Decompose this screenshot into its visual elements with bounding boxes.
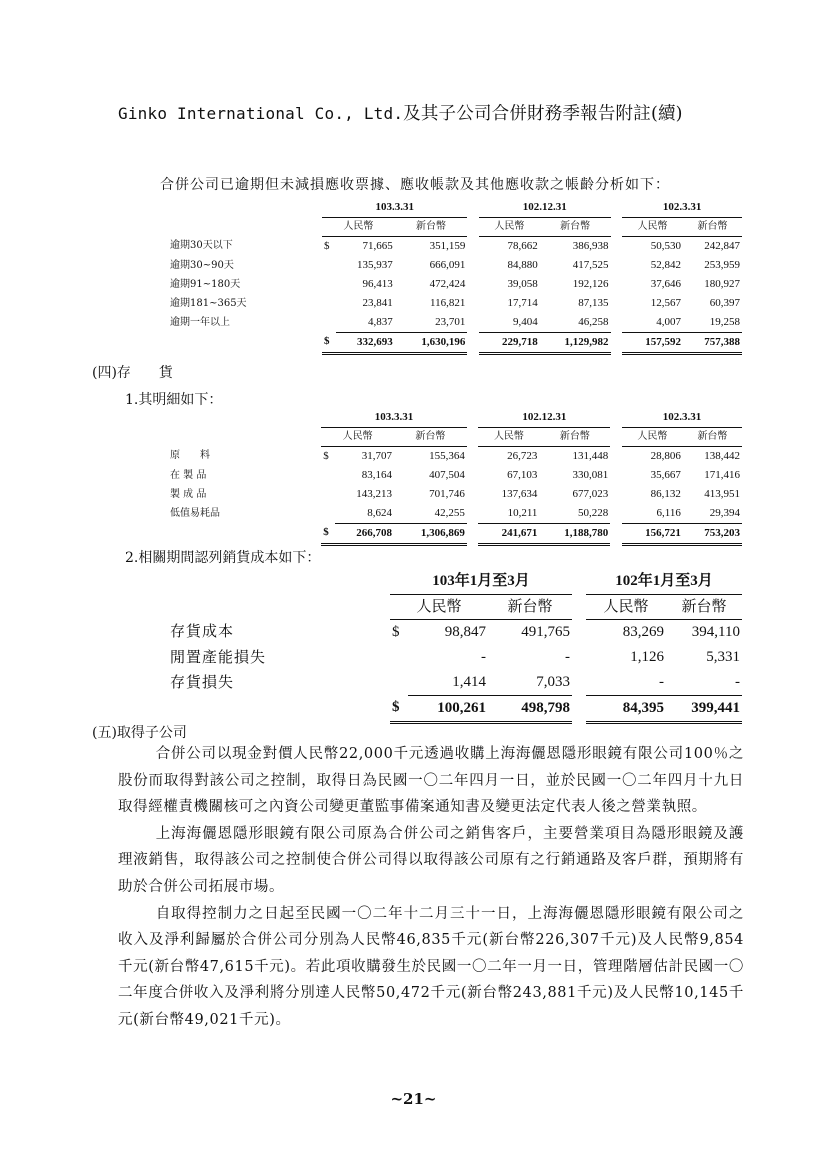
- cost-currency: 新台幣: [666, 594, 742, 619]
- aging-intro: 合併公司已逾期但未減損應收票據、應收帳款及其他應收款之帳齡分析如下：: [160, 177, 670, 193]
- table-row: 逾期181~365天 23,841 116,821 17,714 87,135 12,567 60,397: [170, 296, 740, 309]
- cost-table: [168, 569, 742, 724]
- paragraph: 上海海儷恩隱形眼鏡有限公司原為合併公司之銷售客戶，主要營業項目為隱形眼鏡及護理液銷售，取得該公司之控制使合併公司得以取得該公司原有之行銷通路及客戶群，預期將有助於合併公司拓展市場。: [118, 825, 744, 895]
- aging-currency: 人民幣: [622, 217, 683, 236]
- total-row: $ 332,693 1,630,196 229,718 1,129,982 157,592 757,388: [168, 332, 742, 353]
- aging-currency: 新台幣: [683, 217, 742, 236]
- paragraph: 自取得控制力之日起至民國一〇二年十二月三十一日，上海海儷恩隱形眼鏡有限公司之收入及淨利歸屬於合併公司分別為人民幣46,835千元(新台幣226,307千元)及人民幣9,854千元(新台幣47,615千元)。若此項收購發生於民國一〇二年一月一日，管理階層估計民國一〇二年度合併收入及淨利將分別達人民幣50,472千元(新台幣243,881千元)及人民幣10,145千元(新台幣49,021千元)。: [118, 905, 744, 1028]
- table-row: 存貨損失 1,414 7,033 - -: [168, 670, 742, 696]
- aging-currency: 人民幣: [479, 217, 540, 236]
- acquisition-heading: (五)取得子公司: [92, 725, 187, 741]
- inventory-currency: 新台幣: [539, 427, 610, 446]
- inventory-currency: 人民幣: [622, 427, 683, 446]
- inventory-period-2: 102.12.31: [478, 408, 610, 427]
- aging-period-1: 103.3.31: [322, 198, 467, 217]
- inventory-currency: 人民幣: [478, 427, 539, 446]
- aging-currency: 新台幣: [540, 217, 611, 236]
- inventory-subheading: 1.其明細如下：: [125, 392, 223, 408]
- inventory-currency: 新台幣: [683, 427, 742, 446]
- aging-currency: 人民幣: [322, 217, 395, 236]
- table-row: 存貨成本 $ 98,847 491,765 83,269 394,110: [170, 622, 740, 641]
- table-row: 逾期30天以下 $ 71,665 351,159 78,662 386,938 50,530 242,847: [170, 239, 740, 252]
- table-row: 逾期91~180天 96,413 472,424 39,058 192,126 37,646 180,927: [170, 277, 740, 290]
- table-row: 閒置產能損失 - - 1,126 5,331: [170, 647, 740, 666]
- aging-currency: 新台幣: [395, 217, 468, 236]
- inventory-currency: 人民幣: [321, 427, 394, 446]
- cost-currency: 人民幣: [390, 594, 488, 619]
- paragraph: 合併公司以現金對價人民幣22,000千元透過收購上海海儷恩隱形眼鏡有限公司100％之股份而取得對該公司之控制，取得日為民國一〇二年四月一日，並於民國一〇二年四月十九日取得經權責機關核可之內資公司變更董監事備案通知書及變更法定代表人後之營業執照。: [118, 746, 744, 816]
- inventory-currency: 新台幣: [394, 427, 467, 446]
- cost-period-2: 102年1月至3月: [586, 569, 742, 594]
- inventory-period-3: 102.3.31: [622, 408, 742, 427]
- inventory-heading: (四)存 貨: [92, 365, 173, 381]
- aging-table: [168, 198, 742, 355]
- page-header: [118, 100, 683, 125]
- total-row: $ 266,708 1,306,869 241,671 1,188,780 156,721 753,203: [168, 523, 742, 544]
- cost-subheading: 2.相關期間認列銷貨成本如下：: [125, 550, 321, 566]
- table-row: 在 製 品 83,164 407,504 67,103 330,081 35,667 171,416: [170, 468, 740, 481]
- table-row: 逾期30~90天 135,937 666,091 84,880 417,525 52,842 253,959: [170, 258, 740, 271]
- table-row: 原 料 $ 31,707 155,364 26,723 131,448 28,806 138,442: [170, 449, 740, 462]
- inventory-table: [168, 408, 742, 546]
- acquisition-body: [118, 741, 744, 1034]
- page-number: ~21~: [390, 1090, 437, 1108]
- table-row: 製 成 品 143,213 701,746 137,634 677,023 86,132 413,951: [170, 487, 740, 500]
- table-row: 逾期一年以上 4,837 23,701 9,404 46,258 4,007 19,258: [168, 313, 742, 333]
- company-name: Ginko International Co., Ltd.: [118, 104, 404, 123]
- aging-period-2: 102.12.31: [479, 198, 611, 217]
- cost-period-1: 103年1月至3月: [390, 569, 572, 594]
- cost-currency: 人民幣: [586, 594, 666, 619]
- total-row: $ 100,261 498,798 84,395 399,441: [168, 695, 742, 722]
- aging-period-3: 102.3.31: [622, 198, 742, 217]
- header-title: 及其子公司合併財務季報告附註(續): [403, 104, 683, 124]
- inventory-period-1: 103.3.31: [321, 408, 467, 427]
- table-row: 低值易耗品 8,624 42,255 10,211 50,228 6,116 29,394: [168, 504, 742, 524]
- cost-currency: 新台幣: [488, 594, 572, 619]
